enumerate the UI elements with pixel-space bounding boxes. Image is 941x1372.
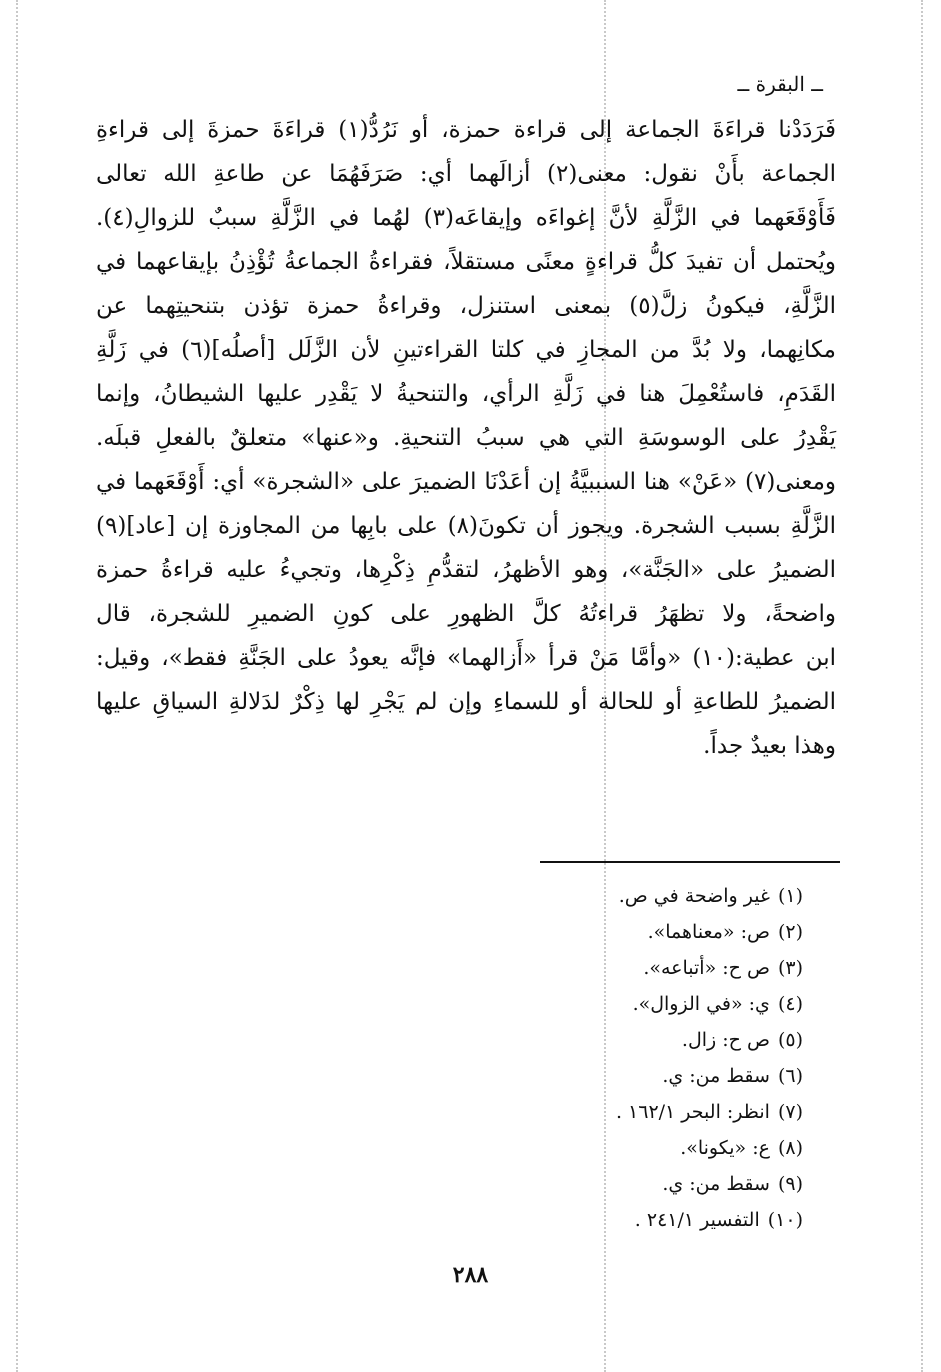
footnote-item <box>323 1058 803 1094</box>
text-line: مكانِهما، ولا بُدَّ من المجازِ في كلتا القراءتينِ لأن الزَّلَل [أصلُه](٦) في زَلَّةِ <box>96 337 836 363</box>
footnote-item <box>323 1130 803 1166</box>
footnote-number: (٤) <box>777 993 803 1015</box>
page-number: ٢٨٨ <box>452 1262 489 1288</box>
text-line: الزَّلَّةِ، فيكونُ زلَّ(٥) بمعنى استنزل، وقراءةُ حمزة تؤذن بتنحيتِهما عن <box>96 293 836 319</box>
footnote-item <box>323 950 803 986</box>
footnote-item <box>323 914 803 950</box>
text-line: الجماعة بأَنْ نقول: معنى(٢) أزالَهما أي: صَرَفَهُمَا عن طاعةِ الله تعالى <box>96 161 836 187</box>
footnotes <box>323 878 803 1238</box>
footnote-text: ي: «في الزوال». <box>632 993 770 1015</box>
running-header: ــ البقرة ــ <box>737 72 823 96</box>
footnote-number: (١) <box>777 885 803 907</box>
right-guide-line <box>921 0 923 1372</box>
footnote-text: سقط من: ي. <box>662 1173 770 1195</box>
footnote-item <box>323 1094 803 1130</box>
footnote-item <box>323 1022 803 1058</box>
text-line: الزَّلَّةِ بسبب الشجرة. ويجوز أن تكونَ(٨) على بابِها من المجاوزة إن [عاد](٩) <box>96 513 836 539</box>
text-line: فَرَدَدْنا قراءَةَ الجماعة إلى قراءة حمزة، أو نَرُدُّ(١) قراءَةَ حمزةَ إلى قراءةِ <box>96 117 837 143</box>
main-text <box>96 108 836 768</box>
footnote-text: التفسير ٢٤١/١ . <box>634 1209 760 1231</box>
footnote-number: (٥) <box>777 1029 803 1051</box>
footnote-number: (٨) <box>777 1137 803 1159</box>
text-line: يَقْدِرُ على الوسوسَةِ التي هي سببُ التنحيةِ. و«عنها» متعلقٌ بالفعلِ قبلَه. <box>96 425 836 451</box>
footnote-number: (٦) <box>777 1065 803 1087</box>
text-line: فَأَوْقَعَهما في الزَّلَّةِ لأنَّ إغواءَه وإيقاعَه(٣) لهُما في الزَّلَّةِ سببٌ للزوالِ(٤). <box>96 205 837 231</box>
text-line: واضحةً، ولا تظهَرُ قراءتُهُ كلَّ الظهورِ على كونِ الضميرِ للشجرة، قال <box>96 601 836 627</box>
footnote-number: (٢) <box>777 921 803 943</box>
footnote-number: (٣) <box>777 957 803 979</box>
footnote-text: غير واضحة في ص. <box>618 885 770 907</box>
footnote-text: ص ح: زال. <box>681 1029 770 1051</box>
footnote-number: (٩) <box>777 1173 803 1195</box>
text-line: ومعنى(٧) «عَنْ» هنا السببيَّةُ إن أعَدْنَا الضميرَ على «الشجرة» أي: أَوْقَعَهما في <box>96 469 836 495</box>
footnote-text: انظر: البحر ١٦٢/١ . <box>615 1101 770 1123</box>
footnote-item <box>323 986 803 1022</box>
footnote-item <box>323 878 803 914</box>
text-line: الضميرُ على «الجَنَّة»، وهو الأظهرُ، لتقدُّمِ ذِكْرِها، وتجيءُ عليه قراءةُ حمزة <box>96 557 836 583</box>
footnote-text: ص: «معناهما». <box>647 921 770 943</box>
footnote-item <box>323 1166 803 1202</box>
footnote-number: (١٠) <box>767 1209 803 1231</box>
text-line: وهذا بعيدٌ جداً. <box>703 733 836 759</box>
footnote-item <box>323 1202 803 1238</box>
text-line: الضميرُ للطاعةِ أو للحالة أو للسماءِ وإن لم يَجْرِ لها ذِكْرٌ لدَلالةِ السياقِ عليها <box>96 689 836 715</box>
footnote-text: ع: «يكونا». <box>680 1137 770 1159</box>
text-line: ويُحتمل أن تفيدَ كلُّ قراءةٍ معنًى مستقلاً، فقراءةُ الجماعةُ تُؤْذِنُ بإيقاعهما في <box>96 249 836 275</box>
footnote-number: (٧) <box>777 1101 803 1123</box>
footnote-text: ص ح: «أتباعه». <box>643 957 770 979</box>
left-guide-line <box>16 0 18 1372</box>
text-line: القَدَمِ، فاستُعْمِلَ هنا في زَلَّةِ الرأي، والتنحيةُ لا يَقْدِر عليها الشيطانُ، وإنما <box>96 381 836 407</box>
footnote-separator <box>540 861 840 863</box>
text-line: ابن عطية:(١٠) «وأمَّا مَنْ قرأ «أَزالهما» فإنَّه يعودُ على الجَنَّةِ فقط»، وقيل: <box>96 645 837 671</box>
footnote-text: سقط من: ي. <box>662 1065 770 1087</box>
